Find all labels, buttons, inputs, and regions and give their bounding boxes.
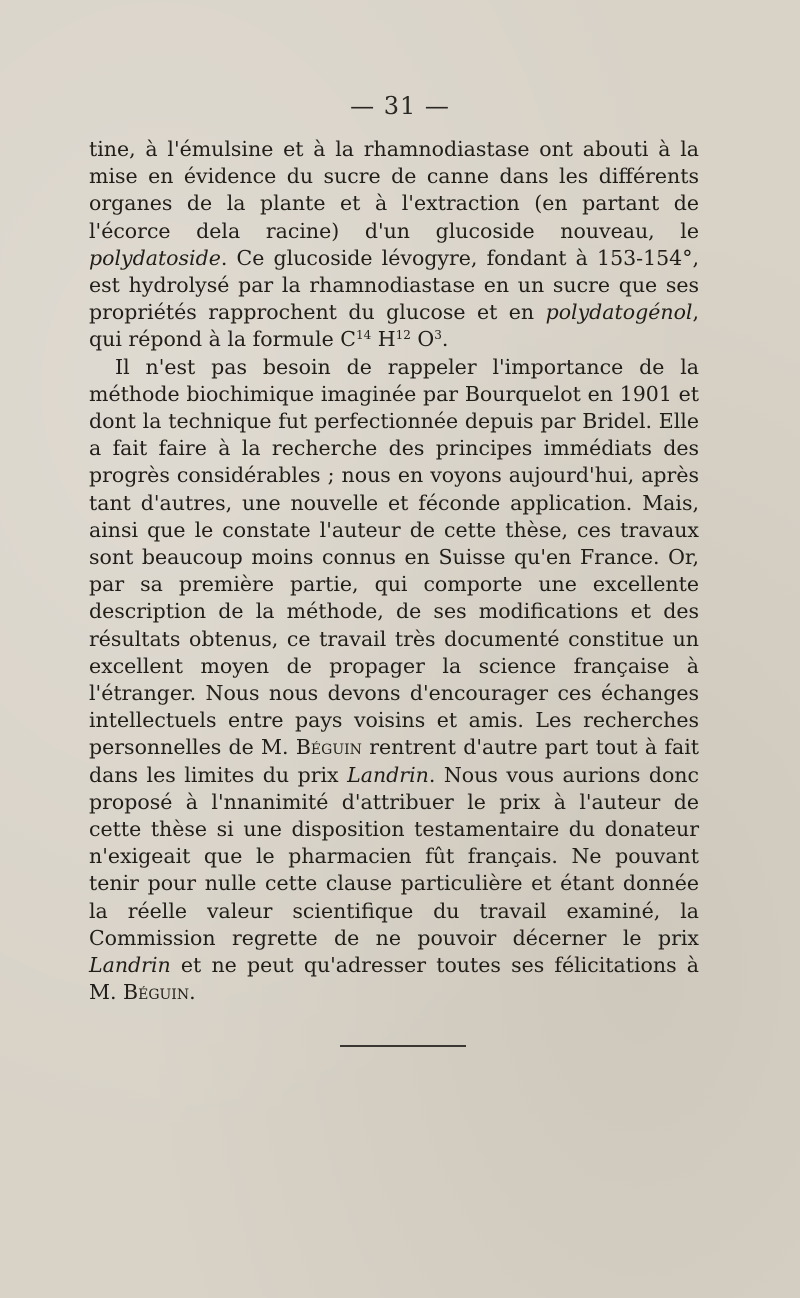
italic-term: polydatoside	[89, 245, 221, 270]
text-run: rentrent d'autre part tout à fait dans les limites du prix	[89, 735, 699, 787]
author-name: Béguin	[295, 735, 362, 760]
formula-superscript: 14	[355, 328, 372, 343]
italic-term: Landrin	[89, 953, 171, 978]
paragraph-1	[89, 136, 699, 354]
italic-term: polydatogénol	[545, 300, 693, 325]
text-run: H	[371, 327, 396, 352]
text-run: O	[410, 327, 435, 352]
italic-term: Landrin	[347, 762, 429, 787]
text-run: tine, à l'émulsine et à la rhamnodiastase ont abouti à la mise en évidence du sucre de canne dans les différents organes de la plante et à l'extraction (en partant de l'écorce dela racine) d'un glucoside nouveau, le	[89, 137, 699, 243]
page-number: — 31 —	[350, 92, 450, 120]
text-run: Il n'est pas besoin de rappeler l'importance de la méthode biochimique imaginée par Bourquelot en 1901 et dont la technique fut perfectionnée depuis par Bridel. Elle a fait faire à la recherche des principes immédiats des progrès considérables ; nous en voyons aujourd'hui, après tant d'autres, une nouvelle et féconde application. Mais, ainsi que le constate l'auteur de cette thèse, ces travaux sont beaucoup moins connus en Suisse qu'en France. Or, par sa première partie, qui comporte une excellente description de la méthode, de ses modifications et des résultats obtenus, ce travail très documenté constitue un excellent moyen de propager la science française à l'étranger. Nous nous devons d'encourager ces échanges intellectuels entre pays voisins et amis. Les recherches personnelles de M.	[89, 354, 699, 760]
text-run: . Ce glucoside lévogyre, fondant à 153-154°, est hydrolysé par la rhamnodiastase en un sucre que ses propriétés rapprochent du glucose et en	[89, 245, 699, 325]
author-name: Béguin	[123, 980, 190, 1005]
section-divider	[340, 1045, 466, 1047]
text-run: , qui répond à la formule C	[89, 300, 699, 352]
text-run: et ne peut qu'adresser toutes ses félicitations à M.	[89, 953, 699, 1005]
formula-superscript: 3	[434, 328, 442, 343]
text-run: .	[441, 327, 449, 352]
text-run: .	[189, 980, 196, 1005]
paragraph-2	[89, 354, 699, 1007]
formula-superscript: 12	[395, 328, 411, 343]
body-text	[89, 136, 699, 1007]
text-run: . Nous vous aurions donc proposé à l'nnanimité d'attribuer le prix à l'auteur de cette thèse si une disposition testamentaire du donateur n'exigeait que le pharmacien fût français. Ne pouvant tenir pour nulle cette clause particulière et étant donnée la réelle valeur scientifique du travail examiné, la Commission regrette de ne pouvoir décerner le prix	[89, 762, 699, 950]
